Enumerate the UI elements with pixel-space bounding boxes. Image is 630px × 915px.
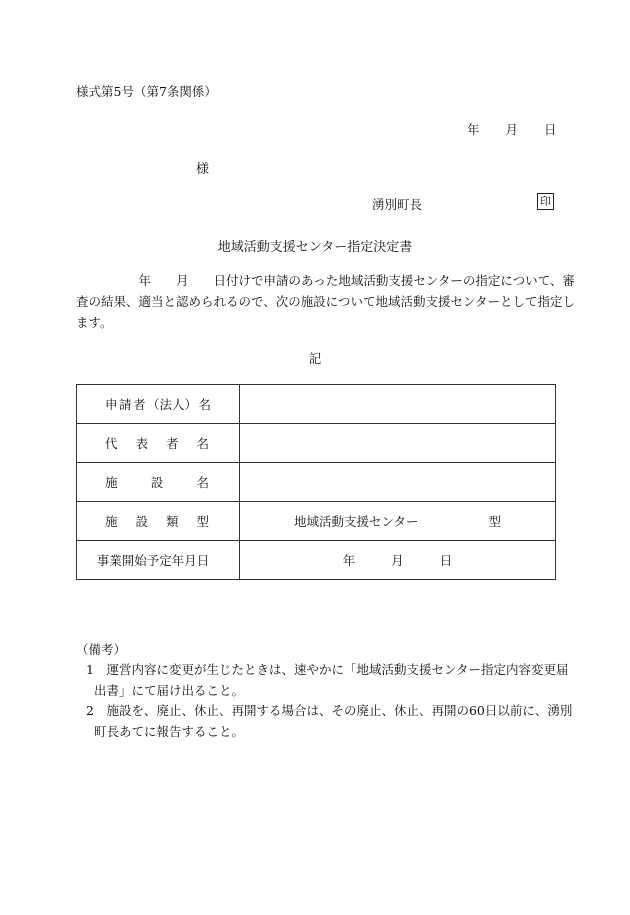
label-part: 表 <box>135 436 148 451</box>
table-row <box>77 463 556 502</box>
applicant-label-cell <box>77 385 240 424</box>
label-part: 設 <box>135 514 148 529</box>
facility-name-label-cell <box>77 463 240 502</box>
label-part: 代 <box>105 436 118 451</box>
addressee-suffix: 様 <box>196 162 210 177</box>
form-number: 様式第5号（第7条関係） <box>76 84 217 99</box>
note-line: 出書」にて届け出ること。 <box>94 683 245 698</box>
designation-table <box>76 384 556 580</box>
label-part: 類 <box>165 514 179 529</box>
start-date-day: 日 <box>439 553 453 568</box>
label-part: 施 <box>105 475 118 490</box>
label-part: 施 <box>105 514 118 529</box>
table-row <box>77 424 556 463</box>
facility-type-label-cell <box>77 502 240 541</box>
label-part: 名 <box>198 397 211 412</box>
note-line: 2 施設を、廃止、休止、再開する場合は、その廃止、休止、再開の60日以前に、湧別 <box>86 703 573 718</box>
notes-heading: （備考） <box>76 642 127 657</box>
label-part: 請 <box>118 397 132 412</box>
date-line <box>467 120 557 138</box>
start-date-year: 年 <box>342 553 356 568</box>
body-paragraph <box>76 270 576 333</box>
start-date-label-cell <box>77 541 240 580</box>
label-part: （法人） <box>146 397 197 412</box>
body-line: 年 月 日付けで申請のあった地域活動支援センターの指定について、審 <box>76 273 575 288</box>
label-part: 者 <box>132 397 146 412</box>
date-year: 年 <box>467 122 480 137</box>
label-part: 名 <box>196 436 209 451</box>
label-part: 型 <box>196 514 209 529</box>
facility-type-center: 地域活動支援センター <box>293 514 419 529</box>
label-part: 名 <box>196 475 209 490</box>
label-part: 設 <box>150 475 164 490</box>
ki-heading: 記 <box>308 351 322 366</box>
facility-name-value-cell <box>240 463 556 502</box>
note-item <box>86 659 569 701</box>
issuer-name: 湧別町長 <box>372 197 423 212</box>
document-title: 地域活動支援センター指定決定書 <box>217 240 413 255</box>
note-item <box>86 700 573 742</box>
note-line: 町長あてに報告すること。 <box>94 724 245 739</box>
table-row <box>77 502 556 541</box>
label-part: 事業開始予定年月日 <box>96 553 210 568</box>
date-day: 日 <box>544 122 557 137</box>
start-date-month: 月 <box>391 553 404 568</box>
body-line: 査の結果、適当と認められるので、次の施設について地域活動支援センターとして指定し <box>76 294 576 309</box>
table-row <box>77 385 556 424</box>
label-part: 申 <box>105 397 118 412</box>
facility-type-suffix: 型 <box>488 514 502 529</box>
body-line: ます。 <box>76 315 113 330</box>
facility-type-value-cell <box>240 502 556 541</box>
representative-label-cell <box>77 424 240 463</box>
representative-value-cell <box>240 424 556 463</box>
start-date-value-cell <box>240 541 556 580</box>
date-month: 月 <box>505 122 519 137</box>
label-part: 者 <box>165 436 179 451</box>
applicant-value-cell <box>240 385 556 424</box>
seal-mark: 印 <box>537 193 554 210</box>
table-row <box>77 541 556 580</box>
note-line: 1 運営内容に変更が生じたときは、速やかに「地域活動支援センター指定内容変更届 <box>86 662 569 677</box>
